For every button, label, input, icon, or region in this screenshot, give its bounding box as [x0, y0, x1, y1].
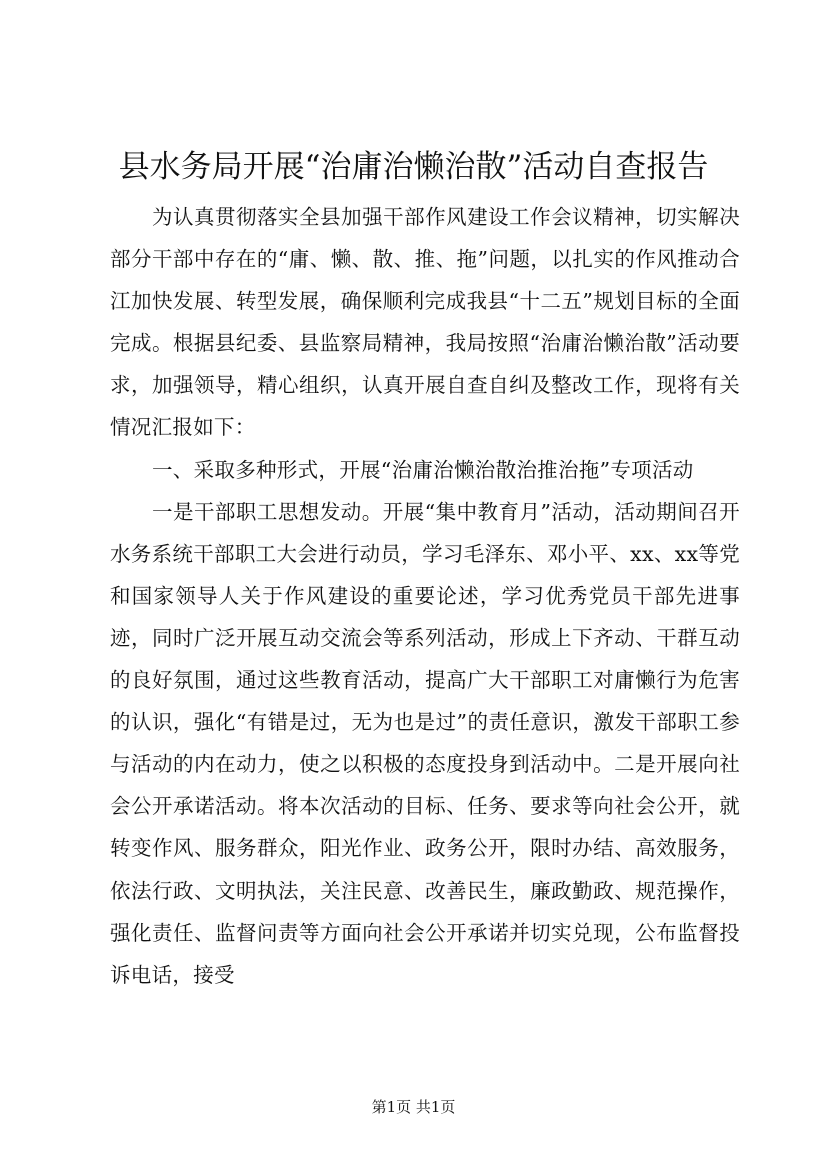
paragraph-intro: 为认真贯彻落实全县加强干部作风建设工作会议精神，切实解决部分干部中存在的“庸、懒、散、推、拖”问题，以扎实的作风推动合江加快发展、转型发展，确保顺利完成我县“十二五”规划目标的全面完成。根据县纪委、县监察局精神，我局按照“治庸治懒治散”活动要求，加强领导，精心组织，认真开展自查自纠及整改工作，现将有关情况汇报如下：	[110, 205, 740, 440]
page-footer: 第1页 共1页	[371, 1098, 456, 1116]
document-body	[110, 196, 740, 996]
section-heading-1: 一、采取多种形式，开展“治庸治懒治散治推治拖”专项活动	[152, 457, 694, 482]
document-title: 县水务局开展“治庸治懒治散”活动自查报告	[118, 149, 709, 185]
paragraph-section-1: 一是干部职工思想发动。开展“集中教育月”活动，活动期间召开水务系统干部职工大会进行动员，学习毛泽东、邓小平、xx、xx等党和国家领导人关于作风建设的重要论述，学习优秀党员干部先进事迹，同时广泛开展互动交流会等系列活动，形成上下齐动、干群互动的良好氛围，通过这些教育活动，提高广大干部职工对庸懒行为危害的认识，强化“有错是过，无为也是过”的责任意识，激发干部职工参与活动的内在动力，使之以积极的态度投身到活动中。二是开展向社会公开承诺活动。将本次活动的目标、任务、要求等向社会公开，就转变作风、服务群众，阳光作业、政务公开，限时办结、高效服务，依法行政、文明执法，关注民意、改善民生，廉政勤政、规范操作，强化责任、监督问责等方面向社会公开承诺并切实兑现，公布监督投诉电话，接受	[110, 499, 740, 987]
